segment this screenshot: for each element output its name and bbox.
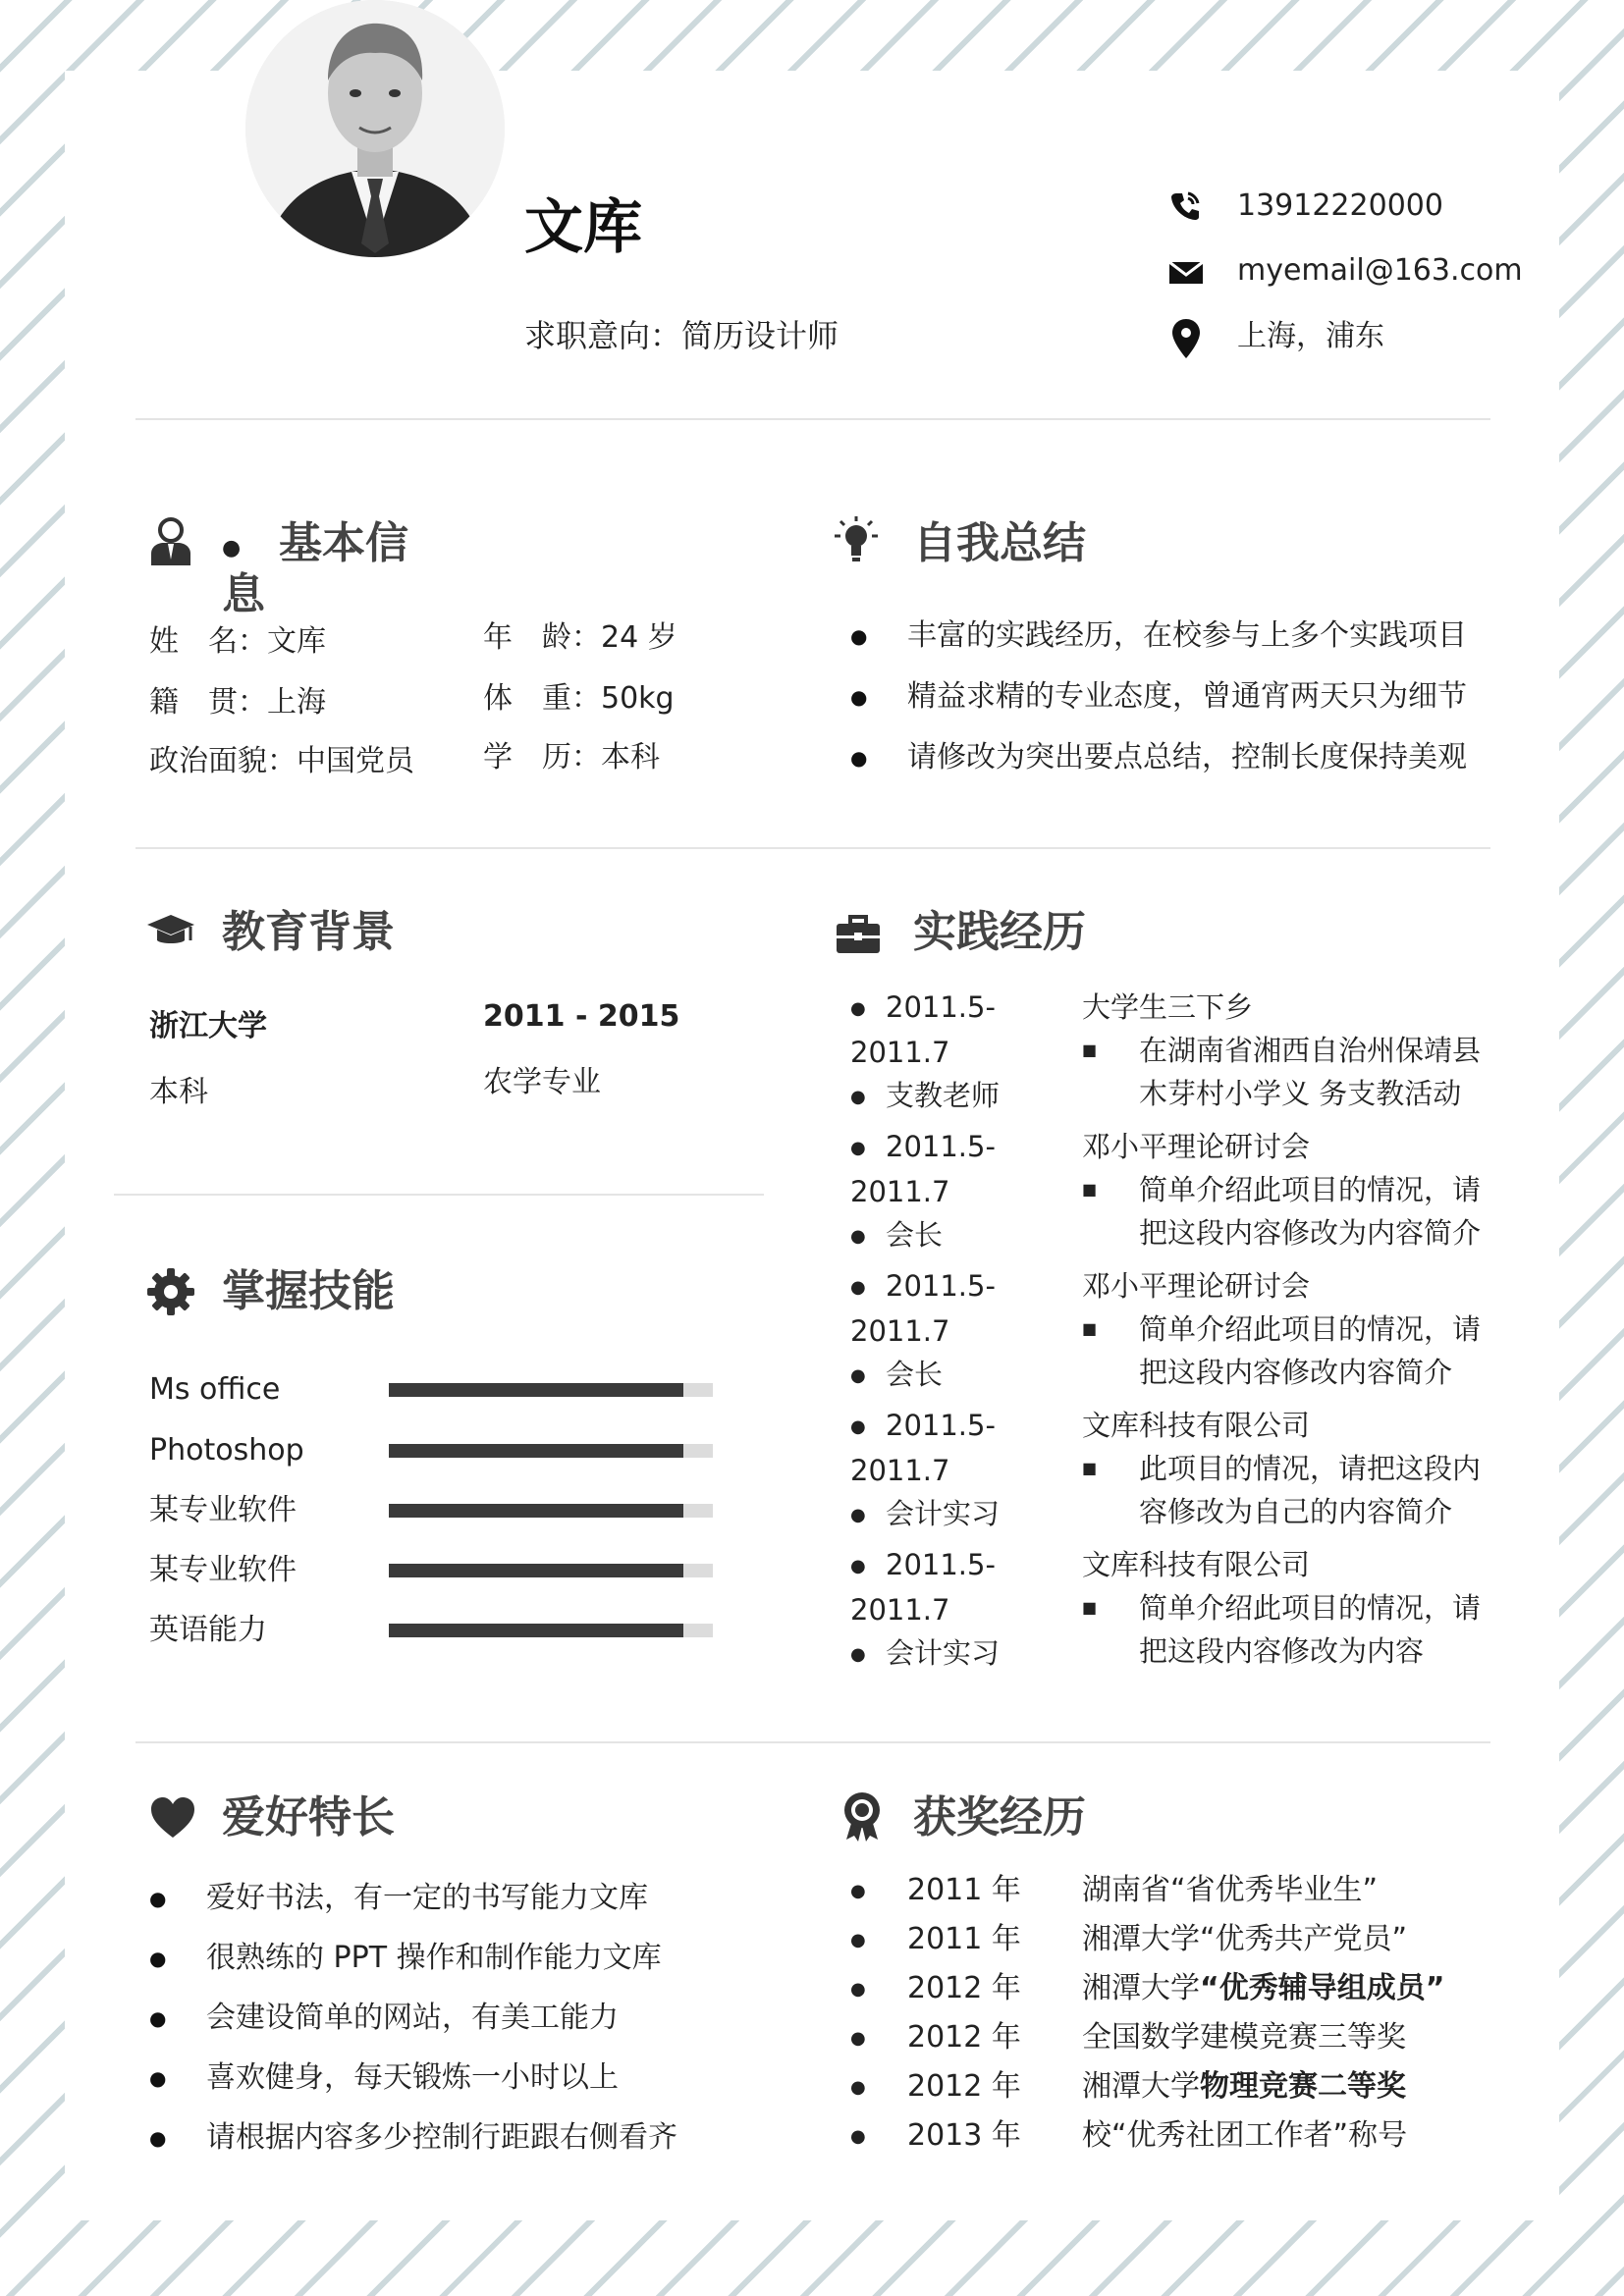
basic-info-bullet: ● bbox=[222, 536, 242, 561]
hobby-item: ● 喜欢健身，每天锻炼一小时以上 bbox=[149, 2058, 677, 2098]
bullet-icon: ● bbox=[850, 2125, 866, 2147]
award-item bbox=[850, 2116, 1407, 2157]
hobby-item: ● 很熟练的 PPT 操作和制作能力文库 bbox=[149, 1939, 677, 1978]
practice-desc: 木芽村小学义 务支教活动 bbox=[1139, 1077, 1462, 1110]
award-text: 湘潭大学 bbox=[1082, 2069, 1200, 2104]
skill-bar-fill bbox=[389, 1383, 683, 1397]
practice-date-start: 2011.5- bbox=[886, 1409, 996, 1442]
hobby-item: ● 会建设简单的网站，有美工能力 bbox=[149, 1999, 677, 2038]
heart-icon bbox=[147, 1792, 198, 1843]
practice-desc: 在湖南省湘西自治州保靖县 bbox=[1139, 1034, 1482, 1067]
bullet-icon: ● bbox=[850, 998, 866, 1019]
award-item bbox=[850, 2067, 1406, 2108]
square-bullet-icon: ■ bbox=[1082, 1319, 1098, 1338]
basic-field-politics: 政治面貌：中国党员 bbox=[149, 744, 414, 778]
award-text: 湖南省“省优秀毕业生” bbox=[1082, 1873, 1379, 1907]
skill-bar bbox=[389, 1383, 713, 1397]
bullet-icon: ● bbox=[850, 1978, 866, 2000]
bullet-icon: ● bbox=[850, 1880, 866, 1901]
award-text: 全国数学建模竞赛三等奖 bbox=[1082, 2020, 1406, 2055]
bullet-icon: ● bbox=[850, 1644, 866, 1665]
square-bullet-icon: ■ bbox=[1082, 1180, 1098, 1199]
award-text: 湘潭大学 bbox=[1082, 1971, 1200, 2005]
award-item bbox=[850, 2018, 1406, 2058]
major: 农学专业 bbox=[483, 1065, 601, 1099]
hobby-item: ● 请根据内容多少控制行距跟右侧看齐 bbox=[149, 2118, 677, 2158]
practice-date-end: 2011.7 bbox=[850, 1314, 950, 1348]
practice-org: 文库科技有限公司 bbox=[1082, 1548, 1311, 1581]
phone-number[interactable]: 13912220000 bbox=[1237, 188, 1443, 223]
practice-date-start: 2011.5- bbox=[886, 1130, 996, 1163]
award-text: 校“优秀社团工作者”称号 bbox=[1082, 2118, 1408, 2153]
award-year: 2011 年 bbox=[907, 1922, 1021, 1956]
practice-date-start: 2011.5- bbox=[886, 1548, 996, 1581]
skills-title: 掌握技能 bbox=[222, 1266, 395, 1316]
practice-title: 实践经历 bbox=[913, 907, 1086, 957]
skill-bar bbox=[389, 1444, 713, 1458]
lightbulb-icon bbox=[831, 514, 882, 565]
hobbies-list bbox=[149, 1879, 677, 2158]
candidate-name: 文库 bbox=[524, 193, 642, 262]
practice-role: 支教老师 bbox=[886, 1079, 1001, 1112]
skill-bar bbox=[389, 1504, 713, 1518]
award-year: 2012 年 bbox=[907, 1971, 1021, 2005]
square-bullet-icon: ■ bbox=[1082, 1598, 1098, 1617]
bullet-icon: ● bbox=[850, 2027, 866, 2049]
practice-org: 邓小平理论研讨会 bbox=[1082, 1269, 1311, 1303]
basic-field-education: 学 历：本科 bbox=[483, 740, 660, 774]
phone-icon bbox=[1168, 189, 1202, 223]
summary-list bbox=[850, 616, 1467, 777]
avatar bbox=[245, 0, 505, 257]
award-item bbox=[850, 1969, 1444, 2009]
practice-org: 文库科技有限公司 bbox=[1082, 1409, 1311, 1442]
hobbies-title: 爱好特长 bbox=[222, 1792, 395, 1842]
practice-role: 会计实习 bbox=[886, 1497, 1001, 1530]
skill-name: 英语能力 bbox=[149, 1613, 267, 1647]
award-text: 湘潭大学“优秀共产党员” bbox=[1082, 1922, 1408, 1956]
location-pin-icon bbox=[1172, 319, 1200, 358]
skill-name: Photoshop bbox=[149, 1433, 304, 1468]
practice-desc: 把这段内容修改为内容简介 bbox=[1139, 1216, 1482, 1250]
email-address[interactable]: myemail@163.com bbox=[1237, 253, 1523, 288]
bullet-icon: ● bbox=[850, 1929, 866, 1950]
bullet-icon: ● bbox=[850, 1226, 866, 1247]
bullet-icon: ● bbox=[850, 1416, 866, 1437]
education-title: 教育背景 bbox=[222, 907, 395, 957]
skill-name: 某专业软件 bbox=[149, 1493, 297, 1527]
award-item bbox=[850, 1920, 1407, 1960]
school-name: 浙江大学 bbox=[149, 1009, 267, 1043]
basic-field-hometown: 籍 贯：上海 bbox=[149, 685, 326, 720]
summary-title: 自我总结 bbox=[913, 518, 1086, 568]
divider bbox=[135, 1741, 1490, 1743]
practice-date-end: 2011.7 bbox=[850, 1036, 950, 1069]
practice-role: 会长 bbox=[886, 1358, 944, 1391]
bullet-icon: ● bbox=[850, 1365, 866, 1386]
education-years: 2011 - 2015 bbox=[483, 999, 680, 1034]
divider bbox=[135, 418, 1490, 420]
basic-field-weight: 体 重：50kg bbox=[483, 681, 675, 716]
practice-list bbox=[850, 986, 1538, 1692]
practice-org: 邓小平理论研讨会 bbox=[1082, 1130, 1311, 1163]
bullet-icon: ● bbox=[850, 1087, 866, 1107]
square-bullet-icon: ■ bbox=[1082, 1459, 1098, 1477]
basic-field-age: 年 龄：24 岁 bbox=[483, 620, 677, 655]
skill-bar-fill bbox=[389, 1444, 683, 1458]
email-icon bbox=[1168, 259, 1204, 285]
award-ribbon-icon bbox=[837, 1790, 888, 1842]
practice-desc: 简单介绍此项目的情况，请 bbox=[1139, 1173, 1482, 1206]
bullet-icon: ● bbox=[850, 1556, 866, 1576]
bullet-icon: ● bbox=[850, 2076, 866, 2098]
skill-bar-fill bbox=[389, 1504, 683, 1518]
skill-bar-fill bbox=[389, 1624, 683, 1637]
summary-item: ● 丰富的实践经历，在校参与上多个实践项目 bbox=[850, 616, 1467, 656]
degree: 本科 bbox=[149, 1075, 208, 1109]
practice-date-start: 2011.5- bbox=[886, 1269, 996, 1303]
job-objective: 求职意向：简历设计师 bbox=[524, 317, 839, 354]
basic-info-title: 基本信息 bbox=[222, 518, 408, 619]
practice-date-end: 2011.7 bbox=[850, 1593, 950, 1627]
skill-name: Ms office bbox=[149, 1372, 281, 1407]
summary-item: ● 精益求精的专业态度，曾通宵两天只为细节 bbox=[850, 677, 1467, 717]
practice-desc: 容修改为自己的内容简介 bbox=[1139, 1495, 1453, 1528]
practice-date-end: 2011.7 bbox=[850, 1454, 950, 1487]
practice-desc: 把这段内容修改内容简介 bbox=[1139, 1356, 1453, 1389]
practice-role: 会计实习 bbox=[886, 1636, 1001, 1670]
skill-bar bbox=[389, 1624, 713, 1637]
basic-field-name: 姓 名：文库 bbox=[149, 624, 326, 659]
practice-desc: 此项目的情况，请把这段内 bbox=[1139, 1452, 1482, 1485]
person-icon bbox=[145, 516, 196, 567]
award-year: 2012 年 bbox=[907, 2020, 1021, 2055]
award-year: 2012 年 bbox=[907, 2069, 1021, 2104]
square-bullet-icon: ■ bbox=[1082, 1041, 1098, 1059]
practice-desc: 把这段内容修改为内容 bbox=[1139, 1634, 1425, 1668]
award-text-bold: 物理竞赛二等奖 bbox=[1200, 2069, 1406, 2104]
awards-list bbox=[850, 1871, 1518, 2165]
awards-title: 获奖经历 bbox=[913, 1792, 1086, 1842]
award-year: 2013 年 bbox=[907, 2118, 1021, 2153]
bullet-icon: ● bbox=[850, 1277, 866, 1298]
graduation-cap-icon bbox=[145, 907, 196, 958]
skill-name: 某专业软件 bbox=[149, 1553, 297, 1587]
practice-desc: 简单介绍此项目的情况，请 bbox=[1139, 1312, 1482, 1346]
practice-role: 会长 bbox=[886, 1218, 944, 1252]
bullet-icon: ● bbox=[850, 1505, 866, 1525]
gear-icon bbox=[145, 1266, 196, 1317]
skill-bar-fill bbox=[389, 1564, 683, 1577]
practice-desc: 简单介绍此项目的情况，请 bbox=[1139, 1591, 1482, 1625]
hobby-item: ● 爱好书法，有一定的书写能力文库 bbox=[149, 1879, 677, 1918]
practice-date-end: 2011.7 bbox=[850, 1175, 950, 1208]
divider bbox=[114, 1194, 764, 1196]
skill-bar bbox=[389, 1564, 713, 1577]
briefcase-icon bbox=[833, 909, 884, 960]
divider bbox=[135, 847, 1490, 849]
practice-date-start: 2011.5- bbox=[886, 990, 996, 1024]
avatar-portrait-icon bbox=[245, 0, 505, 257]
award-year: 2011 年 bbox=[907, 1873, 1021, 1907]
award-text-bold: “优秀辅导组成员” bbox=[1200, 1971, 1445, 2005]
bullet-icon: ● bbox=[850, 1138, 866, 1158]
location: 上海，浦东 bbox=[1237, 319, 1384, 353]
practice-org: 大学生三下乡 bbox=[1082, 990, 1254, 1024]
summary-item: ● 请修改为突出要点总结，控制长度保持美观 bbox=[850, 738, 1467, 777]
award-item bbox=[850, 1871, 1378, 1911]
